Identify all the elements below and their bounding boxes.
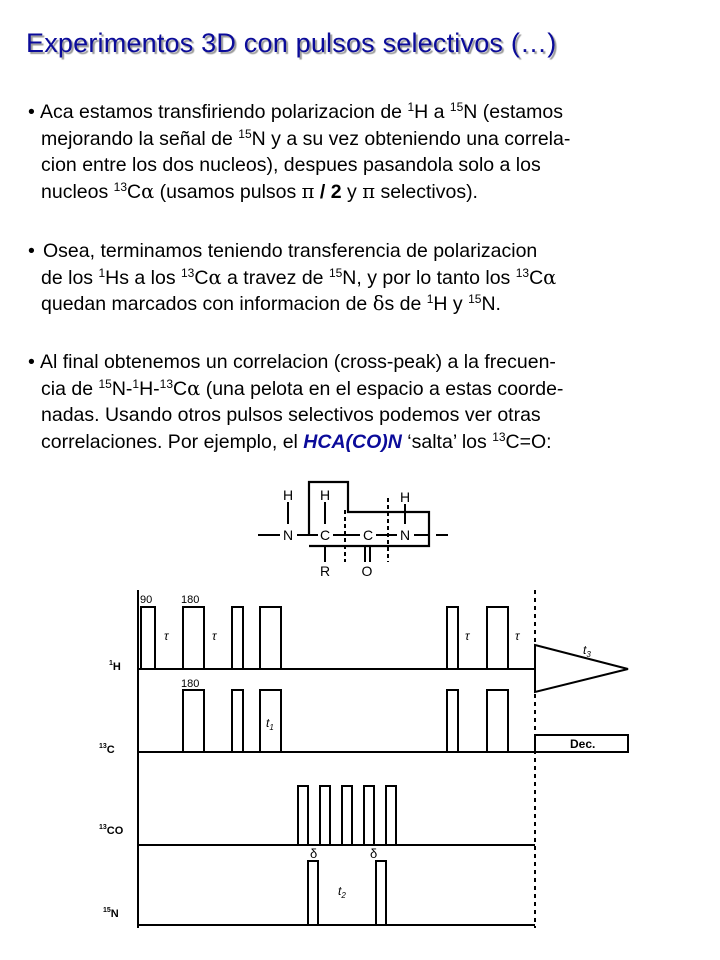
- tau-label: τ: [164, 629, 169, 643]
- evolution-t1-label: $t_1$: [266, 716, 274, 732]
- peptide-fragment-structure: [258, 482, 448, 579]
- acquisition-fid: [535, 645, 628, 692]
- pulse-13co: [342, 786, 352, 845]
- atom-label: N: [282, 527, 294, 543]
- pulse-13c: [447, 690, 458, 752]
- tau-label: τ: [465, 629, 470, 643]
- pulse-1h-180: [183, 607, 204, 669]
- pulse-1h: [447, 607, 458, 669]
- pulse-sequence: [99, 590, 628, 928]
- pulse-13c: [487, 690, 508, 752]
- pulse-13co: [298, 786, 308, 845]
- bullet3-line1: Al final obtenemos un correlacion (cross-peak) a la frecuen-: [40, 351, 556, 373]
- bullet1-line3: cion entre los dos nucleos), despues pasandola solo a los: [41, 154, 541, 177]
- acquisition-t3-label: $t_3$: [583, 643, 591, 659]
- pulse-15n: [376, 861, 386, 925]
- tau-label: τ: [515, 629, 520, 643]
- channel-label-1h: $^1$H: [109, 660, 121, 673]
- atom-label: C: [319, 527, 331, 543]
- delta-delay-label: δ: [370, 846, 378, 861]
- bullet-marker: •: [28, 101, 35, 123]
- pulse-13c-180: [183, 690, 204, 752]
- pulse-13c: [260, 690, 281, 752]
- atom-label: H: [319, 487, 331, 503]
- page-title: Experimentos 3D con pulsos selectivos (…): [26, 28, 557, 58]
- pulse-13c: [232, 690, 243, 752]
- atom-label: R: [319, 563, 331, 579]
- bullet1-line1: Aca estamos transfiriendo polarizacion de $^1$H a $^{15}$N (estamos: [40, 100, 563, 123]
- bullet-marker: •: [28, 240, 35, 262]
- bullet3-line2: cia de $^{15}$N-$^1$H-$^{13}$Cα (una pelota en el espacio a estas coorde-: [41, 376, 564, 400]
- tau-label: τ: [212, 629, 217, 643]
- evolution-t2-label: $t_2$: [338, 884, 346, 900]
- bullet2-line2: de los $^1$Hs a los $^{13}$Cα a travez de $^{15}$N, y por lo tanto los $^{13}$Cα: [41, 265, 557, 289]
- channel-label-15n: $^{15}$N: [103, 907, 119, 920]
- pulse-13co: [386, 786, 396, 845]
- pulse-1h: [232, 607, 243, 669]
- atom-label: O: [361, 563, 373, 579]
- pulse-1h: [487, 607, 508, 669]
- bullet3-line3: nadas. Usando otros pulsos selectivos podemos ver otras: [41, 404, 541, 427]
- pulse-13co: [320, 786, 330, 845]
- bullet2-line3: quedan marcados con informacion de δs de $^1$H y $^{15}$N.: [41, 292, 501, 316]
- pulse-angle-label: 180: [181, 678, 200, 690]
- bullet-marker: •: [28, 351, 35, 373]
- atom-label: N: [399, 527, 411, 543]
- channel-label-13c: $^{13}$C: [99, 743, 115, 756]
- decoupling-label: Dec.: [570, 737, 596, 751]
- bullet3-line4: correlaciones. Por ejemplo, el HCA(CO)N ‘salta’ los $^{13}$C=O:: [41, 429, 552, 453]
- pulse-13co: [364, 786, 374, 845]
- pulse-angle-label: 180: [181, 594, 200, 606]
- pulse-angle-label: 90: [140, 594, 153, 606]
- delta-delay-label: δ: [310, 846, 318, 861]
- bullet2-line1: Osea, terminamos teniendo transferencia de polarizacion: [43, 240, 538, 262]
- bullet1-line2: mejorando la señal de $^{15}$N y a su vez obteniendo una correla-: [41, 126, 571, 150]
- pulse-15n: [308, 861, 318, 925]
- atom-label: H: [282, 487, 294, 503]
- pulse-1h: [260, 607, 281, 669]
- channel-label-13co: $^{13}$CO: [99, 824, 124, 837]
- pulse-1h-90: [141, 607, 155, 669]
- bullet1-line4: nucleos $^{13}$Cα (usamos pulsos π / 2 y π selectivos).: [41, 179, 478, 203]
- atom-label: C: [362, 527, 374, 543]
- atom-label: H: [399, 489, 411, 505]
